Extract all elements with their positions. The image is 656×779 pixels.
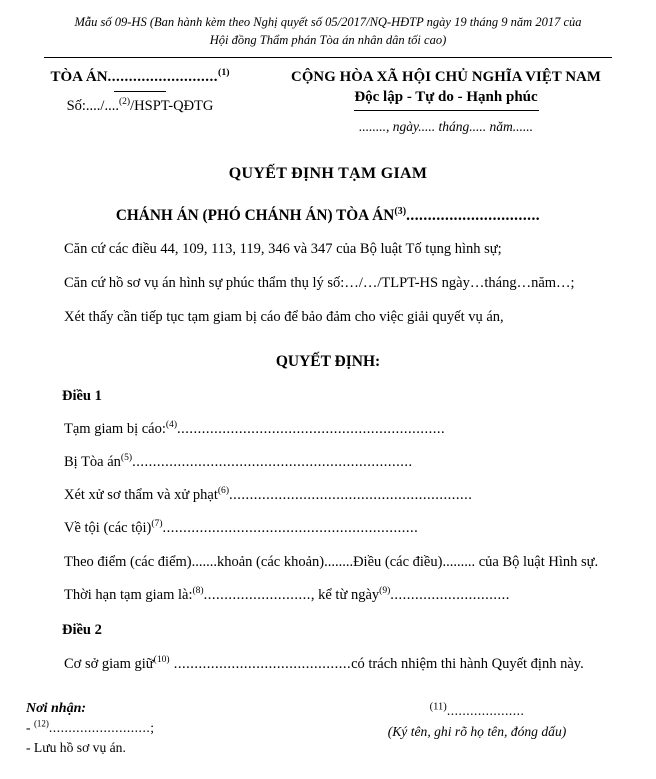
issuing-authority-label: CHÁNH ÁN (PHÓ CHÁNH ÁN) TÒA ÁN: [115, 207, 395, 225]
recipients-block: [26, 701, 326, 758]
article-1-trial-line: [42, 472, 612, 505]
detention-term-label: Thời hạn tạm giam là:: [64, 587, 193, 604]
offense-dots: ..............................................................: [162, 520, 419, 537]
detention-term-dots: ..........................: [203, 587, 311, 604]
article-1-defendant-line: [42, 406, 612, 439]
signature-block: [326, 701, 628, 740]
place-date-line: ........, ngày..... tháng..... năm......: [359, 119, 533, 135]
consideration-paragraph: Xét thấy cần tiếp tục tạm giam bị cáo để bảo đảm cho việc giải quyết vụ án,: [64, 309, 504, 326]
form-note-line-1: Mẫu số 09-HS (Ban hành kèm theo Nghị quyết số 05/2017/NQ-HĐTP ngày 19 tháng 9 năm 2017 của: [74, 15, 582, 29]
offense-footnote: (7): [151, 518, 163, 530]
national-motto: Độc lập - Tự do - Hạnh phúc: [354, 89, 538, 106]
article-1-offense-line: [42, 505, 612, 538]
page-title: QUYẾT ĐỊNH TẠM GIAM: [228, 165, 428, 183]
article-1-term-line: [42, 572, 612, 605]
legal-basis-paragraph-1: Căn cứ các điều 44, 109, 113, 119, 346 và 347 của Bộ luật Tố tụng hình sự;: [64, 241, 502, 258]
court-name-footnote: (1): [218, 67, 230, 79]
document-number-line: [24, 98, 256, 115]
decision-heading: QUYẾT ĐỊNH:: [275, 353, 381, 371]
sentencing-court-label: Bị Tòa án: [64, 454, 121, 471]
trial-penalty-dots: ...........................................................: [229, 487, 473, 504]
defendant-label: Tạm giam bị cáo:: [64, 421, 166, 438]
court-name-dots: ..........................: [107, 69, 219, 86]
defendant-footnote: (4): [165, 419, 178, 431]
defendant-dots: .................................................................: [177, 421, 446, 438]
issuing-authority-footnote: (3): [394, 206, 407, 218]
motto-underline-rule: [354, 110, 539, 111]
detention-term-from-label: , kể từ ngày: [310, 587, 380, 604]
article-1-court-line: [42, 439, 612, 472]
articles-section: [42, 371, 612, 674]
signature-footnote-line: [326, 703, 628, 719]
signature-footnote: (11): [429, 701, 447, 713]
court-underline-rule: [114, 91, 166, 92]
sentencing-court-dots: ....................................................................: [132, 454, 413, 471]
form-note-line-2: Hội đồng Thẩm phán Tòa án nhân dân tối cao): [209, 33, 447, 48]
signature-caption: (Ký tên, ghi rõ họ tên, đóng dấu): [387, 724, 567, 739]
detention-start-dots: .............................: [390, 587, 510, 604]
document-page: [0, 13, 656, 779]
issuing-authority-line: [0, 207, 656, 225]
court-name-line: [24, 69, 256, 86]
court-name-label: TÒA ÁN: [50, 69, 108, 86]
form-reference-note: [48, 13, 608, 49]
document-header: [0, 67, 656, 135]
legal-basis-paragraph-2: Căn cứ hồ sơ vụ án hình sự phúc thẩm thụ lý số:…/…/TLPT-HS ngày…tháng…năm…;: [64, 275, 575, 292]
article-1-heading: Điều 1: [62, 388, 102, 405]
detention-facility-tail: có trách nhiệm thi hành Quyết định này.: [351, 656, 584, 673]
detention-facility-dots: ...........................................: [169, 656, 352, 673]
header-divider-rule: [44, 57, 612, 58]
detention-term-footnote: (8): [192, 585, 204, 597]
national-title: CỘNG HÒA XÃ HỘI CHỦ NGHĨA VIỆT NAM: [291, 69, 601, 86]
recipient-1-dots: ..........................;: [48, 720, 155, 735]
document-number-suffix: /HSPT-QĐTG: [130, 98, 214, 115]
recipient-1-footnote: (12): [33, 718, 49, 729]
sentencing-court-footnote: (5): [120, 452, 133, 464]
detention-start-footnote: (9): [379, 585, 391, 597]
document-footer: [0, 701, 656, 758]
recipient-1-bullet: -: [26, 720, 34, 735]
recipients-title: Nơi nhận:: [26, 701, 87, 716]
article-1-clause-paragraph: Theo điểm (các điểm).......khoản (các khoản)........Điều (các điều)......... của Bộ luật Hình sự.: [64, 554, 599, 571]
court-identity-block: [24, 67, 256, 115]
article-2-facility-paragraph: [42, 640, 612, 674]
trial-penalty-footnote: (6): [217, 485, 230, 497]
trial-penalty-label: Xét xử sơ thẩm và xử phạt: [64, 487, 218, 504]
signature-dots: ....................: [446, 703, 525, 718]
document-number-footnote: (2): [118, 96, 131, 108]
article-2-heading: Điều 2: [62, 622, 102, 639]
offense-label: Về tội (các tội): [64, 520, 152, 537]
document-number-prefix: Số:..../....: [66, 98, 119, 115]
national-heading-block: [256, 67, 636, 135]
document-body: [42, 225, 612, 327]
issuing-authority-dots: ...............................: [406, 207, 541, 225]
detention-facility-footnote: (10): [153, 654, 170, 666]
recipient-item-1: [26, 718, 326, 737]
detention-facility-label: Cơ sở giam giữ: [64, 656, 154, 673]
recipient-item-2: - Lưu hồ sơ vụ án.: [26, 740, 126, 756]
